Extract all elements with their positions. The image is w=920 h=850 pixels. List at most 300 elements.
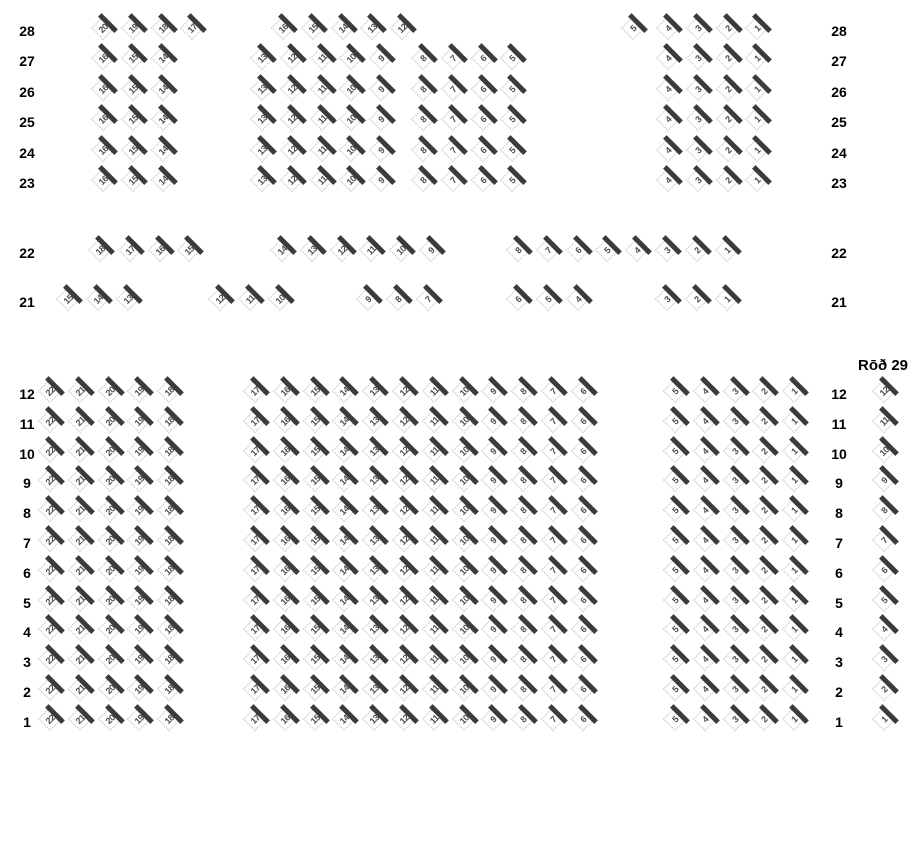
seat-row24-5[interactable] xyxy=(500,138,524,162)
seat-row2-3[interactable] xyxy=(723,677,747,701)
seat-row12-13[interactable] xyxy=(362,379,386,403)
seat-row3-6[interactable] xyxy=(571,647,595,671)
seat-row7-19[interactable] xyxy=(127,528,151,552)
seat-row25-12[interactable] xyxy=(280,107,304,131)
seat-row7-14[interactable] xyxy=(332,528,356,552)
seat-row8-2[interactable] xyxy=(752,498,776,522)
seat-row28-15[interactable] xyxy=(301,16,325,40)
seat-row25-16[interactable] xyxy=(91,107,115,131)
seat-row5-17[interactable] xyxy=(243,588,267,612)
seat-row5-7[interactable] xyxy=(541,588,565,612)
seat-row10-18[interactable] xyxy=(157,439,181,463)
seat-row2-18[interactable] xyxy=(157,677,181,701)
seat-row11-3[interactable] xyxy=(723,409,747,433)
seat-row5-12[interactable] xyxy=(392,588,416,612)
seat-row6-18[interactable] xyxy=(157,558,181,582)
seat-row25-8[interactable] xyxy=(411,107,435,131)
seat-row27-9[interactable] xyxy=(369,46,393,70)
seat-row2-19[interactable] xyxy=(127,677,151,701)
seat-row1-15[interactable] xyxy=(303,707,327,731)
seat-row29-6[interactable] xyxy=(872,558,896,582)
seat-row2-15[interactable] xyxy=(303,677,327,701)
seat-row7-20[interactable] xyxy=(98,528,122,552)
seat-row2-4[interactable] xyxy=(693,677,717,701)
seat-row4-6[interactable] xyxy=(571,617,595,641)
seat-row27-3[interactable] xyxy=(686,46,710,70)
seat-row27-5[interactable] xyxy=(500,46,524,70)
seat-row11-20[interactable] xyxy=(98,409,122,433)
seat-row26-14[interactable] xyxy=(151,77,175,101)
seat-row3-5[interactable] xyxy=(663,647,687,671)
seat-row8-20[interactable] xyxy=(98,498,122,522)
seat-row12-14[interactable] xyxy=(332,379,356,403)
seat-row26-7[interactable] xyxy=(441,77,465,101)
seat-row2-22[interactable] xyxy=(38,677,62,701)
seat-row12-2[interactable] xyxy=(752,379,776,403)
seat-row11-12[interactable] xyxy=(392,409,416,433)
seat-row12-15[interactable] xyxy=(303,379,327,403)
seat-row7-17[interactable] xyxy=(243,528,267,552)
seat-row1-22[interactable] xyxy=(38,707,62,731)
seat-row4-20[interactable] xyxy=(98,617,122,641)
seat-row7-4[interactable] xyxy=(693,528,717,552)
seat-row3-14[interactable] xyxy=(332,647,356,671)
seat-row3-12[interactable] xyxy=(392,647,416,671)
seat-row7-2[interactable] xyxy=(752,528,776,552)
seat-row1-16[interactable] xyxy=(273,707,297,731)
seat-row9-19[interactable] xyxy=(127,468,151,492)
seat-row2-21[interactable] xyxy=(68,677,92,701)
seat-row11-2[interactable] xyxy=(752,409,776,433)
seat-row5-11[interactable] xyxy=(422,588,446,612)
seat-row6-8[interactable] xyxy=(511,558,535,582)
seat-row2-13[interactable] xyxy=(362,677,386,701)
seat-row28-13[interactable] xyxy=(360,16,384,40)
seat-row29-5[interactable] xyxy=(872,588,896,612)
seat-row2-5[interactable] xyxy=(663,677,687,701)
seat-row4-9[interactable] xyxy=(481,617,505,641)
seat-row3-18[interactable] xyxy=(157,647,181,671)
seat-row26-13[interactable] xyxy=(250,77,274,101)
seat-row6-2[interactable] xyxy=(752,558,776,582)
seat-row24-12[interactable] xyxy=(280,138,304,162)
seat-row9-17[interactable] xyxy=(243,468,267,492)
seat-row8-5[interactable] xyxy=(663,498,687,522)
seat-row10-9[interactable] xyxy=(481,439,505,463)
seat-row2-12[interactable] xyxy=(392,677,416,701)
seat-row23-12[interactable] xyxy=(280,168,304,192)
seat-row22-10[interactable] xyxy=(389,238,413,262)
seat-row4-22[interactable] xyxy=(38,617,62,641)
seat-row6-14[interactable] xyxy=(332,558,356,582)
seat-row21-4[interactable] xyxy=(566,287,590,311)
seat-row22-8[interactable] xyxy=(506,238,530,262)
seat-row9-16[interactable] xyxy=(273,468,297,492)
seat-row8-4[interactable] xyxy=(693,498,717,522)
seat-row27-15[interactable] xyxy=(121,46,145,70)
seat-row26-1[interactable] xyxy=(745,77,769,101)
seat-row9-1[interactable] xyxy=(782,468,806,492)
seat-row21-2[interactable] xyxy=(685,287,709,311)
seat-row6-13[interactable] xyxy=(362,558,386,582)
seat-row4-19[interactable] xyxy=(127,617,151,641)
seat-row5-5[interactable] xyxy=(663,588,687,612)
seat-row7-21[interactable] xyxy=(68,528,92,552)
seat-row4-18[interactable] xyxy=(157,617,181,641)
seat-row27-1[interactable] xyxy=(745,46,769,70)
seat-row28-1[interactable] xyxy=(745,16,769,40)
seat-row10-11[interactable] xyxy=(422,439,446,463)
seat-row8-6[interactable] xyxy=(571,498,595,522)
seat-row3-3[interactable] xyxy=(723,647,747,671)
seat-row24-6[interactable] xyxy=(471,138,495,162)
seat-row1-14[interactable] xyxy=(332,707,356,731)
seat-row9-12[interactable] xyxy=(392,468,416,492)
seat-row6-1[interactable] xyxy=(782,558,806,582)
seat-row23-2[interactable] xyxy=(716,168,740,192)
seat-row4-2[interactable] xyxy=(752,617,776,641)
seat-row5-18[interactable] xyxy=(157,588,181,612)
seat-row5-19[interactable] xyxy=(127,588,151,612)
seat-row9-18[interactable] xyxy=(157,468,181,492)
seat-row23-11[interactable] xyxy=(310,168,334,192)
seat-row2-6[interactable] xyxy=(571,677,595,701)
seat-row11-6[interactable] xyxy=(571,409,595,433)
seat-row7-1[interactable] xyxy=(782,528,806,552)
seat-row9-22[interactable] xyxy=(38,468,62,492)
seat-row11-5[interactable] xyxy=(663,409,687,433)
seat-row11-19[interactable] xyxy=(127,409,151,433)
seat-row23-6[interactable] xyxy=(471,168,495,192)
seat-row1-10[interactable] xyxy=(452,707,476,731)
seat-row7-9[interactable] xyxy=(481,528,505,552)
seat-row28-19[interactable] xyxy=(121,16,145,40)
seat-row12-10[interactable] xyxy=(452,379,476,403)
seat-row10-2[interactable] xyxy=(752,439,776,463)
seat-row29-10[interactable] xyxy=(872,439,896,463)
seat-row28-14[interactable] xyxy=(331,16,355,40)
seat-row10-17[interactable] xyxy=(243,439,267,463)
seat-row5-10[interactable] xyxy=(452,588,476,612)
seat-row4-21[interactable] xyxy=(68,617,92,641)
seat-row28-3[interactable] xyxy=(686,16,710,40)
seat-row7-12[interactable] xyxy=(392,528,416,552)
seat-row21-9[interactable] xyxy=(356,287,380,311)
seat-row11-7[interactable] xyxy=(541,409,565,433)
seat-row23-13[interactable] xyxy=(250,168,274,192)
seat-row8-13[interactable] xyxy=(362,498,386,522)
seat-row4-7[interactable] xyxy=(541,617,565,641)
seat-row7-7[interactable] xyxy=(541,528,565,552)
seat-row5-20[interactable] xyxy=(98,588,122,612)
seat-row1-6[interactable] xyxy=(571,707,595,731)
seat-row10-1[interactable] xyxy=(782,439,806,463)
seat-row6-7[interactable] xyxy=(541,558,565,582)
seat-row22-4[interactable] xyxy=(625,238,649,262)
seat-row11-13[interactable] xyxy=(362,409,386,433)
seat-row23-3[interactable] xyxy=(686,168,710,192)
seat-row4-1[interactable] xyxy=(782,617,806,641)
seat-row24-13[interactable] xyxy=(250,138,274,162)
seat-row23-10[interactable] xyxy=(339,168,363,192)
seat-row11-17[interactable] xyxy=(243,409,267,433)
seat-row23-16[interactable] xyxy=(91,168,115,192)
seat-row25-14[interactable] xyxy=(151,107,175,131)
seat-row11-21[interactable] xyxy=(68,409,92,433)
seat-row23-4[interactable] xyxy=(656,168,680,192)
seat-row1-19[interactable] xyxy=(127,707,151,731)
seat-row25-7[interactable] xyxy=(441,107,465,131)
seat-row24-11[interactable] xyxy=(310,138,334,162)
seat-row26-6[interactable] xyxy=(471,77,495,101)
seat-row8-14[interactable] xyxy=(332,498,356,522)
seat-row28-20[interactable] xyxy=(91,16,115,40)
seat-row5-3[interactable] xyxy=(723,588,747,612)
seat-row5-9[interactable] xyxy=(481,588,505,612)
seat-row27-13[interactable] xyxy=(250,46,274,70)
seat-row6-10[interactable] xyxy=(452,558,476,582)
seat-row8-16[interactable] xyxy=(273,498,297,522)
seat-row25-9[interactable] xyxy=(369,107,393,131)
seat-row24-9[interactable] xyxy=(369,138,393,162)
seat-row10-14[interactable] xyxy=(332,439,356,463)
seat-row3-8[interactable] xyxy=(511,647,535,671)
seat-row10-20[interactable] xyxy=(98,439,122,463)
seat-row8-21[interactable] xyxy=(68,498,92,522)
seat-row11-15[interactable] xyxy=(303,409,327,433)
seat-row22-2[interactable] xyxy=(685,238,709,262)
seat-row1-7[interactable] xyxy=(541,707,565,731)
seat-row10-5[interactable] xyxy=(663,439,687,463)
seat-row26-12[interactable] xyxy=(280,77,304,101)
seat-row8-22[interactable] xyxy=(38,498,62,522)
seat-row8-10[interactable] xyxy=(452,498,476,522)
seat-row25-3[interactable] xyxy=(686,107,710,131)
seat-row1-11[interactable] xyxy=(422,707,446,731)
seat-row28-2[interactable] xyxy=(716,16,740,40)
seat-row1-21[interactable] xyxy=(68,707,92,731)
seat-row3-4[interactable] xyxy=(693,647,717,671)
seat-row28-4[interactable] xyxy=(656,16,680,40)
seat-row12-9[interactable] xyxy=(481,379,505,403)
seat-row28-18[interactable] xyxy=(151,16,175,40)
seat-row11-22[interactable] xyxy=(38,409,62,433)
seat-row27-14[interactable] xyxy=(151,46,175,70)
seat-row10-3[interactable] xyxy=(723,439,747,463)
seat-row10-19[interactable] xyxy=(127,439,151,463)
seat-row5-22[interactable] xyxy=(38,588,62,612)
seat-row24-7[interactable] xyxy=(441,138,465,162)
seat-row25-2[interactable] xyxy=(716,107,740,131)
seat-row25-11[interactable] xyxy=(310,107,334,131)
seat-row2-7[interactable] xyxy=(541,677,565,701)
seat-row22-12[interactable] xyxy=(330,238,354,262)
seat-row7-15[interactable] xyxy=(303,528,327,552)
seat-row3-13[interactable] xyxy=(362,647,386,671)
seat-row23-8[interactable] xyxy=(411,168,435,192)
seat-row25-6[interactable] xyxy=(471,107,495,131)
seat-row2-11[interactable] xyxy=(422,677,446,701)
seat-row4-12[interactable] xyxy=(392,617,416,641)
seat-row4-10[interactable] xyxy=(452,617,476,641)
seat-row8-7[interactable] xyxy=(541,498,565,522)
seat-row23-14[interactable] xyxy=(151,168,175,192)
seat-row29-1[interactable] xyxy=(872,707,896,731)
seat-row12-20[interactable] xyxy=(98,379,122,403)
seat-row2-14[interactable] xyxy=(332,677,356,701)
seat-row12-11[interactable] xyxy=(422,379,446,403)
seat-row22-3[interactable] xyxy=(655,238,679,262)
seat-row23-5[interactable] xyxy=(500,168,524,192)
seat-row4-5[interactable] xyxy=(663,617,687,641)
seat-row6-16[interactable] xyxy=(273,558,297,582)
seat-row7-6[interactable] xyxy=(571,528,595,552)
seat-row1-18[interactable] xyxy=(157,707,181,731)
seat-row10-21[interactable] xyxy=(68,439,92,463)
seat-row12-12[interactable] xyxy=(392,379,416,403)
seat-row25-13[interactable] xyxy=(250,107,274,131)
seat-row25-10[interactable] xyxy=(339,107,363,131)
seat-row29-11[interactable] xyxy=(872,409,896,433)
seat-row8-11[interactable] xyxy=(422,498,446,522)
seat-row10-22[interactable] xyxy=(38,439,62,463)
seat-row22-17[interactable] xyxy=(118,238,142,262)
seat-row1-2[interactable] xyxy=(752,707,776,731)
seat-row10-8[interactable] xyxy=(511,439,535,463)
seat-row22-18[interactable] xyxy=(88,238,112,262)
seat-row4-3[interactable] xyxy=(723,617,747,641)
seat-row3-21[interactable] xyxy=(68,647,92,671)
seat-row25-4[interactable] xyxy=(656,107,680,131)
seat-row28-16[interactable] xyxy=(271,16,295,40)
seat-row5-13[interactable] xyxy=(362,588,386,612)
seat-row12-22[interactable] xyxy=(38,379,62,403)
seat-row2-20[interactable] xyxy=(98,677,122,701)
seat-row12-7[interactable] xyxy=(541,379,565,403)
seat-row24-8[interactable] xyxy=(411,138,435,162)
seat-row8-12[interactable] xyxy=(392,498,416,522)
seat-row7-3[interactable] xyxy=(723,528,747,552)
seat-row6-11[interactable] xyxy=(422,558,446,582)
seat-row21-14[interactable] xyxy=(86,287,110,311)
seat-row21-8[interactable] xyxy=(386,287,410,311)
seat-row12-19[interactable] xyxy=(127,379,151,403)
seat-row5-6[interactable] xyxy=(571,588,595,612)
seat-row10-15[interactable] xyxy=(303,439,327,463)
seat-row21-3[interactable] xyxy=(655,287,679,311)
seat-row1-20[interactable] xyxy=(98,707,122,731)
seat-row9-9[interactable] xyxy=(481,468,505,492)
seat-row4-17[interactable] xyxy=(243,617,267,641)
seat-row1-3[interactable] xyxy=(723,707,747,731)
seat-row6-15[interactable] xyxy=(303,558,327,582)
seat-row6-6[interactable] xyxy=(571,558,595,582)
seat-row29-12[interactable] xyxy=(872,379,896,403)
seat-row4-8[interactable] xyxy=(511,617,535,641)
seat-row1-12[interactable] xyxy=(392,707,416,731)
seat-row11-18[interactable] xyxy=(157,409,181,433)
seat-row22-16[interactable] xyxy=(148,238,172,262)
seat-row7-16[interactable] xyxy=(273,528,297,552)
seat-row21-10[interactable] xyxy=(268,287,292,311)
seat-row25-5[interactable] xyxy=(500,107,524,131)
seat-row6-4[interactable] xyxy=(693,558,717,582)
seat-row9-8[interactable] xyxy=(511,468,535,492)
seat-row11-8[interactable] xyxy=(511,409,535,433)
seat-row27-11[interactable] xyxy=(310,46,334,70)
seat-row3-7[interactable] xyxy=(541,647,565,671)
seat-row22-6[interactable] xyxy=(566,238,590,262)
seat-row24-3[interactable] xyxy=(686,138,710,162)
seat-row12-4[interactable] xyxy=(693,379,717,403)
seat-row23-7[interactable] xyxy=(441,168,465,192)
seat-row24-15[interactable] xyxy=(121,138,145,162)
seat-row28-5[interactable] xyxy=(621,16,645,40)
seat-row7-22[interactable] xyxy=(38,528,62,552)
seat-row9-20[interactable] xyxy=(98,468,122,492)
seat-row7-8[interactable] xyxy=(511,528,535,552)
seat-row6-12[interactable] xyxy=(392,558,416,582)
seat-row10-6[interactable] xyxy=(571,439,595,463)
seat-row4-11[interactable] xyxy=(422,617,446,641)
seat-row26-15[interactable] xyxy=(121,77,145,101)
seat-row12-18[interactable] xyxy=(157,379,181,403)
seat-row10-7[interactable] xyxy=(541,439,565,463)
seat-row29-8[interactable] xyxy=(872,498,896,522)
seat-row8-3[interactable] xyxy=(723,498,747,522)
seat-row12-8[interactable] xyxy=(511,379,535,403)
seat-row3-10[interactable] xyxy=(452,647,476,671)
seat-row8-8[interactable] xyxy=(511,498,535,522)
seat-row12-3[interactable] xyxy=(723,379,747,403)
seat-row21-7[interactable] xyxy=(416,287,440,311)
seat-row10-13[interactable] xyxy=(362,439,386,463)
seat-row11-4[interactable] xyxy=(693,409,717,433)
seat-row10-12[interactable] xyxy=(392,439,416,463)
seat-row29-9[interactable] xyxy=(872,468,896,492)
seat-row9-14[interactable] xyxy=(332,468,356,492)
seat-row24-16[interactable] xyxy=(91,138,115,162)
seat-row27-12[interactable] xyxy=(280,46,304,70)
seat-row9-5[interactable] xyxy=(663,468,687,492)
seat-row9-15[interactable] xyxy=(303,468,327,492)
seat-row24-4[interactable] xyxy=(656,138,680,162)
seat-row22-15[interactable] xyxy=(177,238,201,262)
seat-row12-5[interactable] xyxy=(663,379,687,403)
seat-row3-2[interactable] xyxy=(752,647,776,671)
seat-row2-10[interactable] xyxy=(452,677,476,701)
seat-row11-1[interactable] xyxy=(782,409,806,433)
seat-row7-10[interactable] xyxy=(452,528,476,552)
seat-row11-16[interactable] xyxy=(273,409,297,433)
seat-row24-10[interactable] xyxy=(339,138,363,162)
seat-row4-16[interactable] xyxy=(273,617,297,641)
seat-row27-2[interactable] xyxy=(716,46,740,70)
seat-row6-21[interactable] xyxy=(68,558,92,582)
seat-row12-16[interactable] xyxy=(273,379,297,403)
seat-row21-5[interactable] xyxy=(536,287,560,311)
seat-row22-13[interactable] xyxy=(300,238,324,262)
seat-row7-13[interactable] xyxy=(362,528,386,552)
seat-row24-1[interactable] xyxy=(745,138,769,162)
seat-row27-10[interactable] xyxy=(339,46,363,70)
seat-row8-17[interactable] xyxy=(243,498,267,522)
seat-row2-17[interactable] xyxy=(243,677,267,701)
seat-row22-9[interactable] xyxy=(419,238,443,262)
seat-row6-19[interactable] xyxy=(127,558,151,582)
seat-row5-21[interactable] xyxy=(68,588,92,612)
seat-row11-10[interactable] xyxy=(452,409,476,433)
